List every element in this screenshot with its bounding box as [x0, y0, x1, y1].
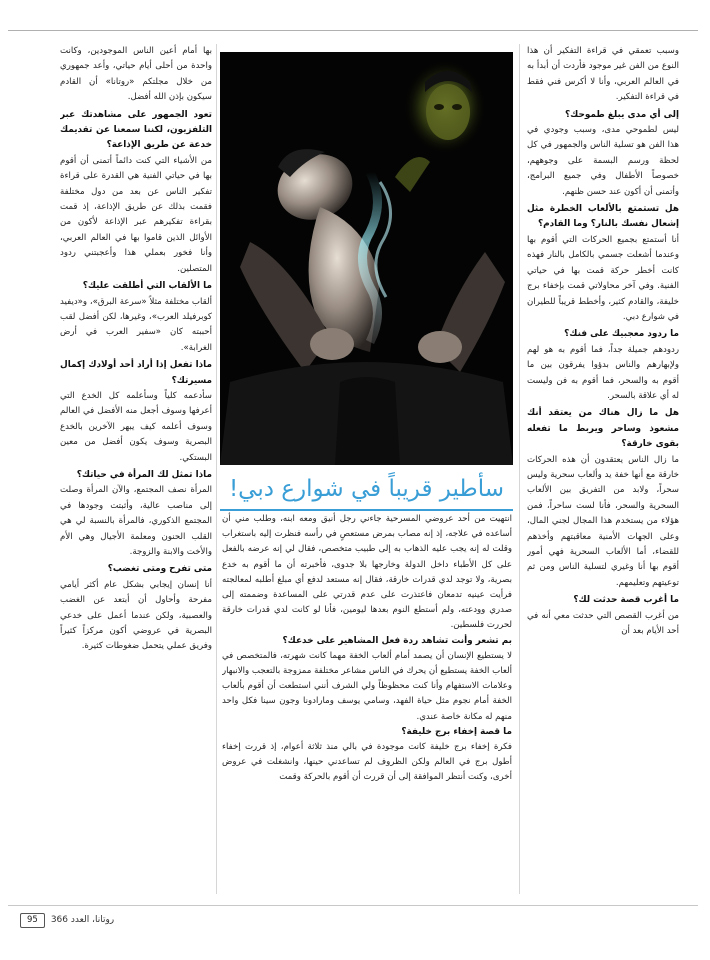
- column-divider: [216, 44, 217, 894]
- answer-paragraph: وسبب تعمقي في قراءة التفكير أن هذا النوع من الفن غير موجود فأردت أن أبدأ به في العالم العربي، وأنا لا أكرس فني فقط في قراءة التفكير.: [527, 46, 679, 103]
- answer-paragraph: فكرة إخفاء برج خليفة كانت موجودة في بالي منذ ثلاثة أعوام، إذ قررت إخفاء أطول برج في العالم ولكن الظروف لم تساعدني حينها، وانشغلت في عروض أخرى، وكنت أنتظر الموافقة إلى أن قررت أن أقوم بالحركة وقمت: [222, 742, 512, 783]
- answer-paragraph: بها أمام أعين الناس الموجودين، وكانت واحدة من أحلى أيام حياتي، وأعد جمهوري من خلال مجلتكم «روتانا» أن القادم سيكون بإذن الله أفضل.: [60, 46, 212, 103]
- answer-paragraph: انتهيت من أحد عروضي المسرحية جاءني رجل أنيق ومعه ابنه، وطلب مني أن أساعده في علاجه، إذ إنه مصاب بمرض مستعصٍ في رأسه فنظرت إليه باستغراب وقلت له إنه يجب عليه الذهاب به إلى طبيب متخصص، فقال لي إنه عرضه بالفعل على كل الأطباء داخل الدولة وخارجها بلا جدوى، فأخبرته أن ما أقوم به خدع بصرية، ولا توجد لدي قدرات خارقة، فقال إنه مستعد لدفع أي مبلغ أطلبه لمعالجته فرأيت عينيه تدمعان فاعتذرت على عدم قدرتي على المساعدة وضممته إلى صدري وودعته، ولم أستطع النوم بعدها ليومين، فأنا لو كانت لدي قدرات خارقة لحررت فلسطين.: [222, 514, 512, 631]
- left-column: [60, 44, 212, 899]
- question-heading: بم تشعر وأنت تشاهد ردة فعل المشاهير على خدعك؟: [282, 635, 512, 646]
- page-number: 95: [20, 913, 45, 928]
- question-heading: ما أغرب قصة حدثت لك؟: [573, 595, 679, 606]
- page-footer: [20, 912, 114, 928]
- answer-paragraph: ألقاب مختلفة مثلاً «سرعة البرق»، و«ديفيد كوبرفيلد العرب»، وغيرها، لكن أفضل لقب أحببته كان «سفير العرب في أرض الغرابة».: [60, 296, 212, 353]
- answer-paragraph: أنا أستمتع بجميع الحركات التي أقوم بها وعندما أشعلت جسمي بالكامل بالنار فهذه كانت أخطر حركة قمت بها في حياتي الفنية. وفي آخر محاولاتي قمت بإخفاء برج خليفة، والقادم كثير، وأخطط قريباً للطيران في شوارع دبي.: [527, 234, 679, 322]
- column-divider: [519, 44, 520, 894]
- headline-rule: [220, 509, 513, 511]
- right-column: [527, 44, 679, 899]
- feature-photo: [220, 52, 513, 465]
- answer-paragraph: من أغرب القصص التي حدثت معي أنه في أحد الأيام بعد أن: [527, 610, 679, 637]
- question-heading: ما قصة إخفاء برج خليفة؟: [401, 726, 512, 737]
- question-heading: متى تفرح ومتى تغضب؟: [107, 564, 212, 575]
- middle-column: [222, 512, 512, 900]
- headline: سأطير قريباً في شوارع دبي!: [228, 476, 505, 502]
- answer-paragraph: ردودهم جميلة جداً، فما أقوم به هو لهم ولإبهارهم والناس بدؤوا يفرقون بين ما أقوم به والسحر، فما أقوم به فن وليست له أي علاقة بالسحر.: [527, 344, 679, 401]
- question-heading: هل تستمتع بالألعاب الخطرة مثل إشعال نفسك بالنار؟ وما القادم؟: [527, 204, 679, 230]
- question-heading: تعود الجمهور على مشاهدتك عبر التلفزيون، لكننا سمعنا عن تقديمك خدعة عن طريق الإذاعة؟: [60, 109, 212, 151]
- question-heading: إلى أي مدى يبلغ طموحك؟: [565, 109, 679, 120]
- answer-paragraph: من الأشياء التي كنت دائماً أتمنى أن أقوم بها في حياتي الفنية هي القدرة على قراءة تفكير الناس عن بعد من دول مختلفة فقمت بذلك عن طريق الإذاعة، إذ قمت بقراءة تفكيرهم عبر الإذاعة لأكون من الأوائل الذين قاموا بها في العالم العربي، وأنا فخور بعملي هذا وأعجبتني ردود المتصلين.: [60, 155, 212, 274]
- answer-paragraph: ليس لطموحي مدى، وسبب وجودي في هذا الفن هو تسلية الناس والجمهور في كل لحظة ورسم البسمة على وجوههم، خصوصاً الأطفال وفي جميع البرامج، وأتمنى أن أكون عند حسن ظنهم.: [527, 125, 679, 197]
- answer-paragraph: أنا إنسان إيجابي بشكل عام أكثر أيامي مفرحة وأحاول أن أبتعد عن الغضب والعصبية، ولكن عندما أعمل على خدعي البصرية في عروضي أكون مركزاً كثيراً وفريق عملي يتحمل ضغوطات كثيرة.: [60, 579, 212, 652]
- question-heading: هل ما زال هناك من يعتقد أنك مشعوذ وساحر ويربط ما تفعله بقوى خارقة؟: [527, 408, 679, 450]
- question-heading: ماذا تمثل لك المرأة في حياتك؟: [76, 469, 212, 480]
- bottom-rule: [8, 905, 698, 906]
- answer-paragraph: سأدعمه كلياً وسأعلمه كل الخدع التي أعرفها وسوف أجعل منه الأفضل في العالم وسوف أعلمه كيف يبهر الآخرين بالخدع البصرية وسوف يكون أفضل من معين البستكي.: [60, 390, 212, 463]
- answer-paragraph: المرأة نصف المجتمع، والآن المرأة وصلت إلى مناصب عالية، وأثبتت وجودها في المجتمع الذكوري، فالمرأة بالنسبة لي هي القلب الحنون ومعلمة الأجيال وهي الأم والأخت والابنة والزوجة.: [60, 485, 212, 557]
- answer-paragraph: ما زال الناس يعتقدون أن هذه الحركات خارقة مع أنها خفة يد وألعاب سحرية وليس سحراً، ولابد من التفريق بين الألعاب السحرية والسحر، فأنا لست ساحراً، فمن هؤلاء من يستخدم هذا المجال لجني المال، وعلى الجهات الأمنية معاقبتهم وأخذهم للقضاء، أما الألعاب السحرية فهي أمور أقوم بها أنا وغيري لتسلية الناس ومن ثم توعيتهم وتعليمهم.: [527, 454, 679, 588]
- top-rule: [8, 30, 698, 31]
- question-heading: ما الألقاب التي أطلقت عليك؟: [82, 281, 212, 292]
- magazine-issue: روتانا، العدد 366: [50, 915, 115, 925]
- magician-portrait-icon: [220, 52, 513, 465]
- question-heading: ما ردود معجبيك على فنك؟: [564, 329, 679, 340]
- answer-paragraph: لا يستطيع الإنسان أن يصمد أمام ألعاب الخفة مهما كانت شهرته، فالمتخصص في ألعاب الخفة يستطيع أن يحرك في الناس مشاعر مختلفة ممزوجة بالتعجب والانبهار وعلامات الاستفهام وأنا كنت محظوظاً ولي الشرف أنني استطعت أن أقوم بألعاب الخفة أمام نجوم مثل حياة الفهد، وسامي يوسف ومارادونا وجون سينا فكل واحد منهم له مكانة خاصة عندي.: [222, 650, 512, 722]
- question-heading: ماذا تفعل إذا أراد أحد أولادك إكمال مسيرتك؟: [60, 360, 212, 386]
